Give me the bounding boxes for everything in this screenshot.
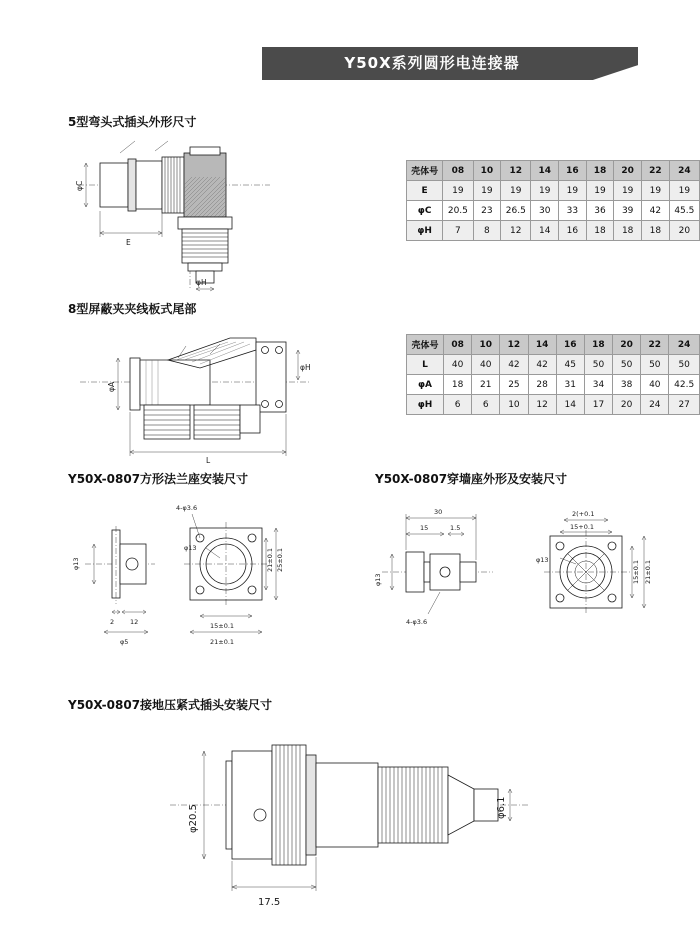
table-header-cell: 24 (669, 335, 700, 355)
svg-text:15: 15 (420, 524, 429, 532)
svg-text:φ5: φ5 (120, 638, 129, 646)
table-row (407, 375, 700, 395)
table-header-cell: 08 (444, 335, 472, 355)
table-cell: 6 (444, 395, 472, 415)
table-header-cell: 14 (531, 161, 559, 181)
section-5-caption: Y50X-0807接地压紧式插头安装尺寸 (68, 698, 273, 712)
svg-text:φ13: φ13 (72, 557, 80, 570)
table-row (407, 221, 700, 241)
table-cell: 19 (531, 181, 559, 201)
table-cell: 14 (556, 395, 584, 415)
table-cell: 26.5 (501, 201, 531, 221)
table-cell: 19 (501, 181, 531, 201)
table-cell: 38 (613, 375, 641, 395)
table-row (407, 355, 700, 375)
svg-text:φ13: φ13 (184, 544, 197, 552)
table-header-cell: 08 (443, 161, 473, 181)
svg-text:φC: φC (75, 180, 84, 191)
table-cell: 19 (559, 181, 587, 201)
table-header-cell: 20 (613, 335, 641, 355)
svg-text:4-φ3.6: 4-φ3.6 (406, 618, 428, 626)
table-cell: 39 (614, 201, 642, 221)
table-cell: 45 (556, 355, 584, 375)
table-cell: 20 (613, 395, 641, 415)
table-cell: 19 (614, 181, 642, 201)
svg-text:φ20.5: φ20.5 (188, 804, 199, 833)
spec-table-2 (406, 334, 700, 415)
page-header (262, 47, 638, 80)
svg-text:2: 2 (110, 618, 115, 626)
drawing-right-angle-plug (60, 133, 360, 293)
table-header-cell: 12 (500, 335, 528, 355)
svg-text:21±0.1: 21±0.1 (644, 559, 652, 584)
section-4-caption: Y50X-0807穿墙座外形及安装尺寸 (375, 472, 568, 486)
svg-text:15±0.1: 15±0.1 (210, 622, 235, 630)
table-row-label: φC (407, 201, 443, 221)
svg-text:15+0.1: 15+0.1 (570, 523, 595, 531)
table-cell: 16 (559, 221, 587, 241)
table-row (407, 161, 700, 181)
table-header-cell: 16 (556, 335, 584, 355)
table-cell: 42 (642, 201, 670, 221)
section-3-caption: Y50X-0807方形法兰座安装尺寸 (68, 472, 249, 486)
table-cell: 8 (473, 221, 501, 241)
table-header-cell: 壳体号 (407, 161, 443, 181)
svg-text:φ13: φ13 (374, 573, 382, 586)
table-cell: 33 (559, 201, 587, 221)
table-cell: 27 (669, 395, 700, 415)
table-cell: 50 (584, 355, 612, 375)
table-cell: 6 (472, 395, 500, 415)
table-header-cell: 18 (586, 161, 614, 181)
table-cell: 40 (472, 355, 500, 375)
table-cell: 18 (444, 375, 472, 395)
table-row-label: φH (407, 395, 444, 415)
drawing-bulkhead-receptacle (368, 492, 668, 652)
table-header-cell: 10 (473, 161, 501, 181)
table-cell: 21 (472, 375, 500, 395)
svg-text:φ6.1: φ6.1 (496, 796, 507, 819)
svg-text:15±0.1: 15±0.1 (632, 559, 640, 584)
table-cell: 19 (586, 181, 614, 201)
table-cell: 30 (531, 201, 559, 221)
table-cell: 40 (641, 375, 669, 395)
svg-text:φA: φA (107, 381, 116, 392)
table-cell: 19 (443, 181, 473, 201)
table-header-cell: 24 (669, 161, 699, 181)
table-cell: 12 (528, 395, 556, 415)
table-cell: 45.5 (669, 201, 699, 221)
svg-text:30: 30 (434, 508, 443, 516)
table-cell: 24 (641, 395, 669, 415)
table-cell: 50 (669, 355, 700, 375)
table-cell: 19 (642, 181, 670, 201)
drawing-square-flange-mount (60, 492, 360, 652)
svg-text:φH: φH (300, 363, 311, 372)
svg-text:21±0.1: 21±0.1 (266, 547, 274, 572)
table-cell: 7 (443, 221, 473, 241)
drawing-shield-clamp-tail (60, 320, 360, 465)
table-header-cell: 20 (614, 161, 642, 181)
table-cell: 42.5 (669, 375, 700, 395)
table-cell: 31 (556, 375, 584, 395)
table-header-cell: 14 (528, 335, 556, 355)
table-cell: 36 (586, 201, 614, 221)
svg-text:E: E (126, 238, 131, 247)
svg-text:2(+0.1: 2(+0.1 (572, 510, 595, 518)
table-row-label: φA (407, 375, 444, 395)
table-cell: 10 (500, 395, 528, 415)
table-cell: 42 (528, 355, 556, 375)
table-row (407, 201, 700, 221)
svg-text:L: L (206, 456, 211, 465)
table-cell: 20 (669, 221, 699, 241)
table-cell: 28 (528, 375, 556, 395)
table-header-cell: 10 (472, 335, 500, 355)
drawing-grounding-plug (130, 715, 570, 915)
svg-text:φH: φH (196, 278, 207, 287)
table-header-cell: 12 (501, 161, 531, 181)
table-row (407, 181, 700, 201)
table-cell: 42 (500, 355, 528, 375)
table-cell: 19 (473, 181, 501, 201)
table-header-cell: 22 (642, 161, 670, 181)
svg-text:φ13: φ13 (536, 556, 549, 564)
table-cell: 12 (501, 221, 531, 241)
table-row (407, 395, 700, 415)
table-row-label: φH (407, 221, 443, 241)
table-cell: 18 (614, 221, 642, 241)
table-cell: 14 (531, 221, 559, 241)
table-cell: 50 (641, 355, 669, 375)
svg-text:21±0.1: 21±0.1 (210, 638, 235, 646)
table-cell: 34 (584, 375, 612, 395)
svg-text:12: 12 (130, 618, 139, 626)
table-row-label: L (407, 355, 444, 375)
table-header-cell: 壳体号 (407, 335, 444, 355)
table-cell: 25 (500, 375, 528, 395)
section-1-caption: 5型弯头式插头外形尺寸 (68, 115, 197, 129)
table-cell: 18 (586, 221, 614, 241)
table-cell: 19 (669, 181, 699, 201)
table-row-label: E (407, 181, 443, 201)
table-cell: 40 (444, 355, 472, 375)
table-header-cell: 22 (641, 335, 669, 355)
table-cell: 18 (642, 221, 670, 241)
table-cell: 50 (613, 355, 641, 375)
table-cell: 23 (473, 201, 501, 221)
table-row (407, 335, 700, 355)
page-title: Y50X系列圆形电连接器 (344, 54, 520, 72)
table-header-cell: 16 (559, 161, 587, 181)
svg-text:25±0.1: 25±0.1 (276, 547, 284, 572)
svg-text:1.5: 1.5 (450, 524, 461, 532)
svg-text:17.5: 17.5 (258, 897, 281, 908)
section-2-caption: 8型屏蔽夹夹线板式尾部 (68, 302, 197, 316)
table-cell: 17 (584, 395, 612, 415)
table-cell: 20.5 (443, 201, 473, 221)
svg-text:4-φ3.6: 4-φ3.6 (176, 504, 198, 512)
spec-table-1 (406, 160, 700, 241)
table-header-cell: 18 (584, 335, 612, 355)
